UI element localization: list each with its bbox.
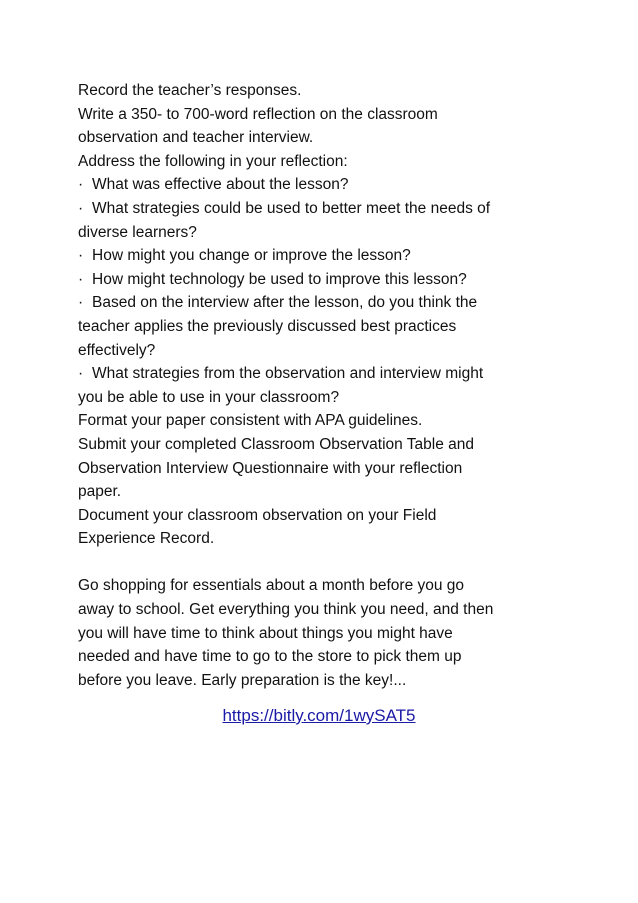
text-line: Submit your completed Classroom Observation Table and [78, 435, 475, 453]
link-container [0, 704, 638, 728]
bullet-icon: · [78, 270, 84, 288]
bullet-text: What strategies could be used to better meet the needs of [92, 199, 491, 217]
bullet-continuation: teacher applies the previously discussed best practices [78, 317, 457, 335]
bullet-icon: · [78, 294, 84, 312]
bullet-text: What strategies from the observation and interview might [92, 365, 484, 383]
text-line: Document your classroom observation on your Field [78, 506, 437, 524]
bullet-item [78, 362, 566, 386]
bullet-icon: · [78, 199, 84, 217]
text-line: Record the teacher’s responses. [78, 82, 302, 99]
promo-line: before you leave. Early preparation is the key!... [78, 671, 407, 689]
bullet-continuation: effectively? [78, 341, 156, 359]
promo-line: Go shopping for essentials about a month before you go [78, 577, 465, 595]
bullet-text: How might technology be used to improve this lesson? [92, 270, 467, 288]
promo-link[interactable]: https://bitly.com/1wySAT5 [222, 706, 416, 725]
promo-line: needed and have time to go to the store to pick them up [78, 648, 462, 666]
text-line: paper. [78, 483, 122, 501]
text-line: Observation Interview Questionnaire with your reflection [78, 459, 463, 477]
bullet-icon: · [78, 247, 84, 265]
document-body [78, 79, 566, 692]
bullet-item [78, 268, 566, 292]
bullet-item [78, 197, 566, 221]
bullet-text: What was effective about the lesson? [92, 176, 349, 194]
text-line: Address the following in your reflection: [78, 152, 348, 170]
bullet-text: How might you change or improve the lesson? [92, 247, 411, 265]
bullet-item [78, 244, 566, 268]
text-line: observation and teacher interview. [78, 129, 314, 147]
text-line: Format your paper consistent with APA guidelines. [78, 412, 423, 430]
bullet-icon: · [78, 365, 84, 383]
bullet-continuation: diverse learners? [78, 223, 197, 241]
paragraph-gap [78, 551, 566, 575]
promo-line: away to school. Get everything you think you need, and then [78, 601, 494, 619]
bullet-continuation: you be able to use in your classroom? [78, 388, 340, 406]
text-line: Experience Record. [78, 530, 215, 548]
text-line: Write a 350- to 700-word reflection on the classroom [78, 105, 438, 123]
bullet-icon: · [78, 176, 84, 194]
bullet-text: Based on the interview after the lesson, do you think the [92, 294, 478, 312]
bullet-item [78, 291, 566, 315]
promo-line: you will have time to think about things you might have [78, 624, 453, 642]
bullet-item [78, 173, 566, 197]
